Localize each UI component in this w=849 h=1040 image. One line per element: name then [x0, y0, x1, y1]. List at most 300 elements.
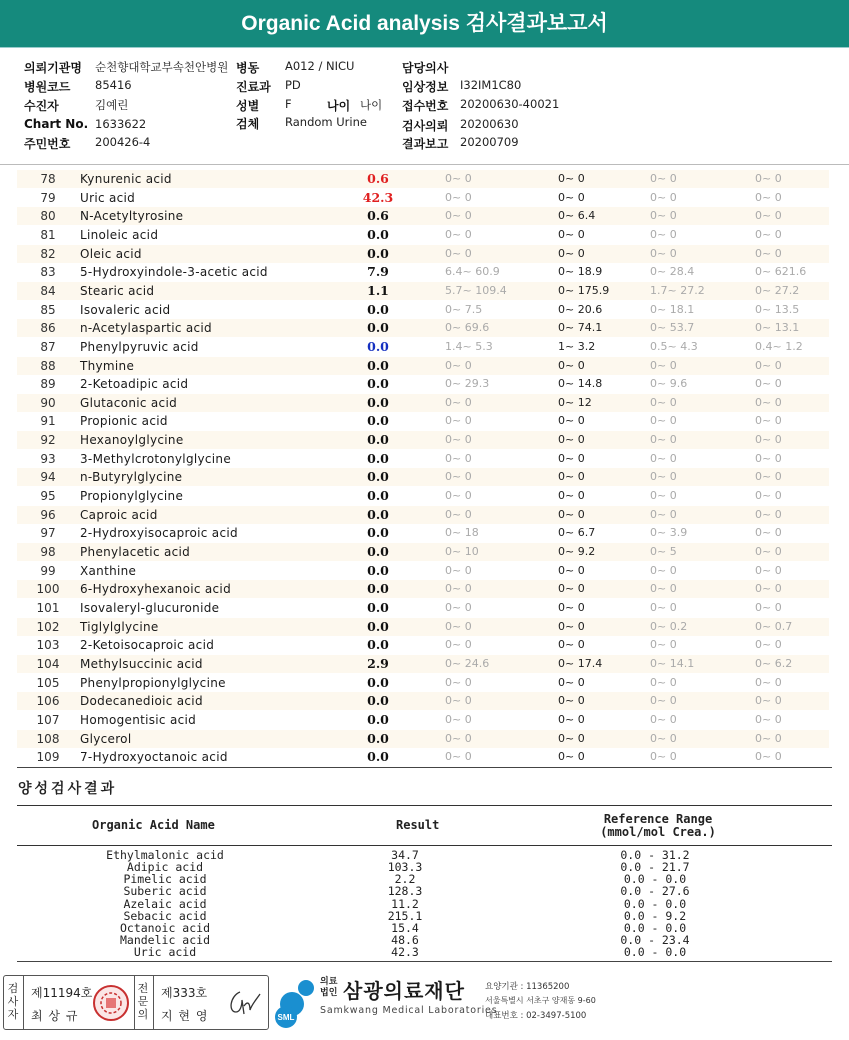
row-number: 104: [36, 657, 60, 671]
reference-range-2: 0~ 0: [558, 228, 585, 241]
ward-label: 병동: [236, 61, 260, 75]
reference-range-1: 0~ 0: [445, 470, 472, 483]
age-value: 나이: [360, 98, 383, 112]
reference-range-2: 0~ 0: [558, 676, 585, 689]
row-number: 88: [40, 359, 56, 373]
compound-name: Uric acid: [80, 191, 136, 205]
positive-col-result: Result: [396, 818, 440, 832]
row-number: 78: [40, 172, 56, 186]
dept-value: PD: [285, 78, 301, 92]
result-value: 0.0: [367, 637, 389, 652]
result-value: 0.0: [367, 731, 389, 746]
reference-range-3: 0~ 5: [650, 545, 677, 558]
compound-name: n-Acetylaspartic acid: [80, 321, 212, 335]
positive-name: Pimelic acid: [123, 872, 207, 886]
result-value: 0.0: [367, 488, 389, 503]
reference-range-3: 0~ 3.9: [650, 526, 688, 539]
compound-name: Tiglylglycine: [80, 620, 159, 634]
reference-range-1: 0~ 0: [445, 676, 472, 689]
reference-range-1: 0~ 29.3: [445, 377, 490, 390]
reference-range-4: 0~ 0: [755, 414, 782, 427]
row-number: 107: [36, 713, 60, 727]
reference-range-1: 0~ 0: [445, 172, 472, 185]
reference-range-2: 0~ 175.9: [558, 284, 610, 297]
positive-col-name: Organic Acid Name: [92, 818, 215, 832]
divider: [134, 976, 135, 1029]
divider: [23, 976, 24, 1029]
result-value: 0.0: [367, 302, 389, 317]
compound-name: N-Acetyltyrosine: [80, 209, 184, 223]
reference-range-4: 0~ 0.7: [755, 620, 793, 633]
result-value: 0.0: [367, 749, 389, 764]
row-number: 98: [40, 545, 56, 559]
row-number: 96: [40, 508, 56, 522]
row-number: 89: [40, 377, 56, 391]
reference-range-2: 0~ 0: [558, 713, 585, 726]
id-value: 200426-4: [95, 135, 151, 149]
positive-result: 215.1: [387, 909, 423, 923]
positive-name: Adipic acid: [126, 860, 204, 874]
reference-range-4: 0~ 27.2: [755, 284, 800, 297]
reference-range-3: 0~ 0: [650, 508, 677, 521]
reference-range-1: 1.4~ 5.3: [445, 340, 493, 353]
compound-name: Xanthine: [80, 564, 137, 578]
logo-text: SML: [277, 1013, 295, 1022]
table-bottom-divider: [17, 767, 832, 768]
reference-range-1: 0~ 0: [445, 433, 472, 446]
compound-name: Glutaconic acid: [80, 396, 177, 410]
row-number: 82: [40, 247, 56, 261]
chart-value: 1633622: [95, 117, 147, 131]
reference-range-3: 0~ 0: [650, 452, 677, 465]
row-number: 85: [40, 303, 56, 317]
clinical-value: I32IM1C80: [460, 78, 522, 92]
row-number: 80: [40, 209, 56, 223]
reference-range-2: 0~ 0: [558, 489, 585, 502]
result-value: 2.9: [367, 656, 389, 671]
positive-name: Ethylmalonic acid: [106, 848, 224, 862]
reference-range-3: 0~ 0: [650, 433, 677, 446]
compound-name: Oleic acid: [80, 247, 142, 261]
compound-name: Thymine: [80, 359, 135, 373]
reference-range-1: 0~ 0: [445, 601, 472, 614]
reference-range-3: 0~ 0: [650, 209, 677, 222]
compound-name: 2-Ketoadipic acid: [80, 377, 189, 391]
result-value: 0.0: [367, 451, 389, 466]
doctor-label: 담당의사: [402, 61, 449, 75]
reference-range-4: 0~ 0: [755, 694, 782, 707]
report-title: Organic Acid analysis 검사결과보고서: [0, 0, 849, 47]
reference-range-3: 0~ 0: [650, 638, 677, 651]
compound-name: Hexanoylglycine: [80, 433, 184, 447]
reference-range-2: 0~ 0: [558, 191, 585, 204]
compound-name: Phenylacetic acid: [80, 545, 191, 559]
tester-seal-icon: [92, 984, 130, 1022]
result-value: 0.0: [367, 712, 389, 727]
result-value: 0.0: [367, 600, 389, 615]
reference-range-3: 0~ 0: [650, 470, 677, 483]
positive-name: Azelaic acid: [123, 897, 207, 911]
tester-license: 제11194호: [31, 986, 93, 1000]
age-label: 나이: [327, 99, 351, 113]
reference-range-2: 0~ 17.4: [558, 657, 603, 670]
compound-name: n-Butyrylglycine: [80, 470, 183, 484]
reference-range-4: 0~ 0: [755, 713, 782, 726]
row-number: 95: [40, 489, 56, 503]
result-value: 0.0: [367, 227, 389, 242]
receipt-no-value: 20200630-40021: [460, 97, 560, 111]
positive-name: Sebacic acid: [123, 909, 207, 923]
reference-range-2: 0~ 0: [558, 750, 585, 763]
reference-range-2: 0~ 6.4: [558, 209, 596, 222]
address: 서울특별시 서초구 양재동 9-60: [485, 996, 596, 1005]
positive-name: Mandelic acid: [119, 933, 210, 947]
row-number: 90: [40, 396, 56, 410]
reference-range-3: 0~ 0: [650, 172, 677, 185]
institution-label: 의뢰기관명: [24, 61, 82, 75]
reference-range-1: 0~ 0: [445, 564, 472, 577]
reference-range-4: 0~ 0: [755, 228, 782, 241]
clinical-label: 임상정보: [402, 80, 449, 94]
reference-range-3: 0~ 0: [650, 228, 677, 241]
result-value: 0.0: [367, 395, 389, 410]
id-label: 주민번호: [24, 137, 71, 151]
reference-range-3: 0~ 0: [650, 713, 677, 726]
reference-range-1: 0~ 0: [445, 750, 472, 763]
phone: 대표번호 : 02-3497-5100: [485, 1011, 587, 1021]
reference-range-2: 0~ 12: [558, 396, 592, 409]
reference-range-4: 0~ 0: [755, 470, 782, 483]
receiver-value: 김예린: [95, 98, 129, 112]
reference-range-3: 0~ 0: [650, 694, 677, 707]
reference-range-1: 0~ 0: [445, 638, 472, 651]
result-value: 0.0: [367, 581, 389, 596]
reference-range-4: 0~ 0: [755, 377, 782, 390]
reference-range-2: 0~ 0: [558, 452, 585, 465]
reference-range-1: 0~ 0: [445, 582, 472, 595]
reference-range-4: 0~ 0: [755, 601, 782, 614]
row-number: 87: [40, 340, 56, 354]
reference-range-4: 0~ 0: [755, 433, 782, 446]
reference-range-2: 0~ 20.6: [558, 303, 603, 316]
tester-label: 검 사 자: [7, 982, 19, 1021]
tester-name: 최 상 규: [31, 1009, 79, 1023]
result-value: 0.0: [367, 619, 389, 634]
reference-range-4: 0~ 0: [755, 750, 782, 763]
request-label: 검사의뢰: [402, 119, 449, 133]
patient-info-panel: [0, 47, 849, 165]
compound-name: Linoleic acid: [80, 228, 159, 242]
row-number: 106: [36, 694, 60, 708]
reference-range-2: 0~ 0: [558, 582, 585, 595]
compound-name: Caproic acid: [80, 508, 158, 522]
reference-range-3: 0~ 0: [650, 732, 677, 745]
org-type: 의료법인: [320, 977, 338, 998]
result-value: 42.3: [362, 190, 394, 205]
row-number: 79: [40, 191, 56, 205]
ward-value: A012 / NICU: [285, 59, 355, 73]
org-english-name: Samkwang Medical Laboratories: [320, 1005, 498, 1016]
reference-range-1: 0~ 0: [445, 489, 472, 502]
reference-range-1: 0~ 0: [445, 396, 472, 409]
reference-range-1: 0~ 0: [445, 359, 472, 372]
sex-value: F: [285, 97, 292, 111]
positive-ref: 0.0 - 21.7: [620, 860, 690, 874]
positive-result: 34.7: [391, 848, 419, 862]
positive-result: 103.3: [387, 860, 423, 874]
reference-range-4: 0~ 0: [755, 191, 782, 204]
reference-range-3: 0~ 0.2: [650, 620, 688, 633]
positive-name: Suberic acid: [123, 884, 207, 898]
reference-range-2: 0~ 0: [558, 508, 585, 521]
reference-range-3: 0~ 0: [650, 247, 677, 260]
reference-range-3: 0.5~ 4.3: [650, 340, 698, 353]
reference-range-1: 0~ 0: [445, 414, 472, 427]
reference-range-2: 0~ 0: [558, 601, 585, 614]
reference-range-3: 0~ 0: [650, 750, 677, 763]
result-value: 0.0: [367, 413, 389, 428]
reference-range-1: 0~ 0: [445, 713, 472, 726]
reference-range-1: 0~ 0: [445, 694, 472, 707]
reference-range-3: 1.7~ 27.2: [650, 284, 705, 297]
positive-col-ref: Reference Range: [603, 812, 713, 826]
receiver-label: 수진자: [24, 99, 59, 113]
result-value: 0.0: [367, 507, 389, 522]
reference-range-3: 0~ 0: [650, 564, 677, 577]
compound-name: Glycerol: [80, 732, 132, 746]
positive-name: Octanoic acid: [119, 921, 210, 935]
compound-name: Isovaleric acid: [80, 303, 171, 317]
hospital-code-label: 병원코드: [24, 80, 71, 94]
org-name: 삼광의료재단: [343, 979, 465, 1003]
reference-range-1: 6.4~ 60.9: [445, 265, 500, 278]
reference-range-1: 0~ 0: [445, 452, 472, 465]
reference-range-4: 0~ 0: [755, 564, 782, 577]
reference-range-4: 0~ 0: [755, 489, 782, 502]
reference-range-1: 0~ 0: [445, 247, 472, 260]
signature-icon: [224, 986, 264, 1020]
positive-ref: 0.0 - 0.0: [623, 872, 687, 886]
reference-range-4: 0~ 0: [755, 247, 782, 260]
result-value: 0.0: [367, 358, 389, 373]
hospital-code-value: 85416: [95, 78, 132, 92]
compound-name: 6-Hydroxyhexanoic acid: [80, 582, 231, 596]
signature-box: [3, 975, 269, 1030]
reference-range-1: 0~ 10: [445, 545, 479, 558]
row-number: 91: [40, 414, 56, 428]
reference-range-3: 0~ 0: [650, 414, 677, 427]
result-value: 0.0: [367, 675, 389, 690]
reference-range-2: 0~ 18.9: [558, 265, 603, 278]
reference-range-2: 0~ 9.2: [558, 545, 596, 558]
reference-range-1: 0~ 0: [445, 732, 472, 745]
reference-range-2: 0~ 0: [558, 433, 585, 446]
divider: [153, 976, 154, 1029]
reference-range-1: 0~ 0: [445, 209, 472, 222]
result-value: 1.1: [367, 283, 389, 298]
compound-name: Phenylpyruvic acid: [80, 340, 199, 354]
row-number: 100: [36, 582, 60, 596]
reference-range-4: 0~ 0: [755, 508, 782, 521]
reference-range-2: 0~ 0: [558, 732, 585, 745]
specimen-value: Random Urine: [285, 115, 367, 129]
result-value: 0.0: [367, 525, 389, 540]
reference-range-2: 0~ 0: [558, 638, 585, 651]
reference-range-3: 0~ 0: [650, 676, 677, 689]
row-number: 86: [40, 321, 56, 335]
reference-range-2: 0~ 0: [558, 564, 585, 577]
reference-range-4: 0~ 621.6: [755, 265, 807, 278]
reference-range-1: 0~ 7.5: [445, 303, 483, 316]
reference-range-3: 0~ 0: [650, 191, 677, 204]
reference-range-4: 0~ 13.1: [755, 321, 800, 334]
reference-range-3: 0~ 0: [650, 601, 677, 614]
row-number: 92: [40, 433, 56, 447]
chart-label: Chart No.: [24, 117, 89, 131]
compound-name: Propionylglycine: [80, 489, 184, 503]
result-value: 0.0: [367, 376, 389, 391]
compound-name: 2-Hydroxyisocaproic acid: [80, 526, 238, 540]
positive-ref: 0.0 - 9.2: [623, 909, 687, 923]
reference-range-4: 0~ 0: [755, 526, 782, 539]
institution-value: 순천향대학교부속천안병원: [95, 60, 229, 74]
reference-range-3: 0~ 14.1: [650, 657, 695, 670]
reference-range-4: 0~ 0: [755, 359, 782, 372]
reference-range-3: 0~ 0: [650, 359, 677, 372]
compound-name: Homogentisic acid: [80, 713, 197, 727]
sex-label: 성별: [236, 99, 260, 113]
compound-name: 3-Methylcrotonylglycine: [80, 452, 232, 466]
positive-result: 11.2: [391, 897, 419, 911]
positive-result: 2.2: [394, 872, 416, 886]
row-number: 83: [40, 265, 56, 279]
reference-range-2: 0~ 14.8: [558, 377, 603, 390]
positive-result: 48.6: [391, 933, 419, 947]
reference-range-4: 0~ 0: [755, 172, 782, 185]
positive-ref: 0.0 - 0.0: [623, 921, 687, 935]
reference-range-4: 0~ 6.2: [755, 657, 793, 670]
reference-range-1: 0~ 18: [445, 526, 479, 539]
result-value: 0.0: [367, 693, 389, 708]
positive-header-bottom-line: [17, 845, 832, 846]
reference-range-2: 0~ 0: [558, 414, 585, 427]
positive-header-top-line: [17, 805, 832, 806]
reference-range-2: 0~ 0: [558, 620, 585, 633]
positive-ref: 0.0 - 27.6: [620, 884, 690, 898]
reference-range-1: 0~ 24.6: [445, 657, 490, 670]
row-number: 84: [40, 284, 56, 298]
row-number: 102: [36, 620, 60, 634]
reference-range-4: 0~ 0: [755, 452, 782, 465]
positive-ref: 0.0 - 0.0: [623, 945, 687, 959]
row-number: 97: [40, 526, 56, 540]
positive-result: 15.4: [391, 921, 419, 935]
result-value: 0.0: [367, 432, 389, 447]
receipt-no-label: 접수번호: [402, 99, 449, 113]
row-number: 105: [36, 676, 60, 690]
positive-bottom-line: [17, 961, 832, 962]
compound-name: Methylsuccinic acid: [80, 657, 203, 671]
reference-range-3: 0~ 53.7: [650, 321, 695, 334]
positive-result: 42.3: [391, 945, 419, 959]
reference-range-4: 0~ 0: [755, 732, 782, 745]
row-number: 94: [40, 470, 56, 484]
reference-range-4: 0~ 0: [755, 545, 782, 558]
reference-range-4: 0~ 0: [755, 582, 782, 595]
specialist-label: 전 문 의: [137, 982, 149, 1021]
result-value: 0.0: [367, 469, 389, 484]
compound-name: Propionic acid: [80, 414, 168, 428]
reference-range-4: 0~ 0: [755, 676, 782, 689]
result-value: 0.6: [367, 171, 389, 186]
sml-logo-icon: [270, 978, 320, 1028]
reference-range-3: 0~ 9.6: [650, 377, 688, 390]
specialist-name: 지 현 영: [161, 1009, 209, 1023]
reference-range-2: 0~ 0: [558, 247, 585, 260]
request-value: 20200630: [460, 117, 519, 131]
reference-range-4: 0~ 0: [755, 209, 782, 222]
result-value: 0.0: [367, 320, 389, 335]
compound-name: Stearic acid: [80, 284, 155, 298]
result-value: 0.0: [367, 544, 389, 559]
reference-range-4: 0~ 13.5: [755, 303, 800, 316]
compound-name: 2-Ketoisocaproic acid: [80, 638, 215, 652]
positive-ref: 0.0 - 31.2: [620, 848, 690, 862]
reference-range-3: 0~ 28.4: [650, 265, 695, 278]
reference-range-4: 0~ 0: [755, 396, 782, 409]
positive-ref: 0.0 - 23.4: [620, 933, 690, 947]
reference-range-2: 0~ 6.7: [558, 526, 596, 539]
reference-range-1: 5.7~ 109.4: [445, 284, 507, 297]
reference-range-1: 0~ 69.6: [445, 321, 490, 334]
row-number: 103: [36, 638, 60, 652]
reference-range-4: 0~ 0: [755, 638, 782, 651]
row-number: 81: [40, 228, 56, 242]
specialist-license: 제333호: [161, 986, 208, 1000]
report-label: 결과보고: [402, 137, 449, 151]
reference-range-3: 0~ 0: [650, 396, 677, 409]
result-value: 0.6: [367, 208, 389, 223]
compound-name: 7-Hydroxyoctanoic acid: [80, 750, 228, 764]
result-value: 0.0: [367, 246, 389, 261]
compound-name: Isovaleryl-glucuronide: [80, 601, 220, 615]
result-value: 0.0: [367, 563, 389, 578]
reference-range-2: 1~ 3.2: [558, 340, 596, 353]
result-value: 7.9: [367, 264, 389, 279]
reference-range-3: 0~ 0: [650, 489, 677, 502]
reference-range-2: 0~ 74.1: [558, 321, 603, 334]
result-value: 0.0: [367, 339, 389, 354]
reference-range-2: 0~ 0: [558, 470, 585, 483]
row-number: 109: [36, 750, 60, 764]
row-number: 101: [36, 601, 60, 615]
row-number: 93: [40, 452, 56, 466]
care-number: 요양기관 : 11365200: [485, 982, 570, 992]
reference-range-1: 0~ 0: [445, 620, 472, 633]
reference-range-2: 0~ 0: [558, 172, 585, 185]
row-number: 99: [40, 564, 56, 578]
positive-col-ref-unit: (mmol/mol Crea.): [600, 825, 716, 839]
reference-range-3: 0~ 18.1: [650, 303, 695, 316]
positive-result: 128.3: [387, 884, 423, 898]
reference-range-1: 0~ 0: [445, 508, 472, 521]
compound-name: Phenylpropionylglycine: [80, 676, 226, 690]
compound-name: 5-Hydroxyindole-3-acetic acid: [80, 265, 268, 279]
reference-range-3: 0~ 0: [650, 582, 677, 595]
reference-range-2: 0~ 0: [558, 694, 585, 707]
positive-name: Uric acid: [133, 945, 197, 959]
positive-ref: 0.0 - 0.0: [623, 897, 687, 911]
